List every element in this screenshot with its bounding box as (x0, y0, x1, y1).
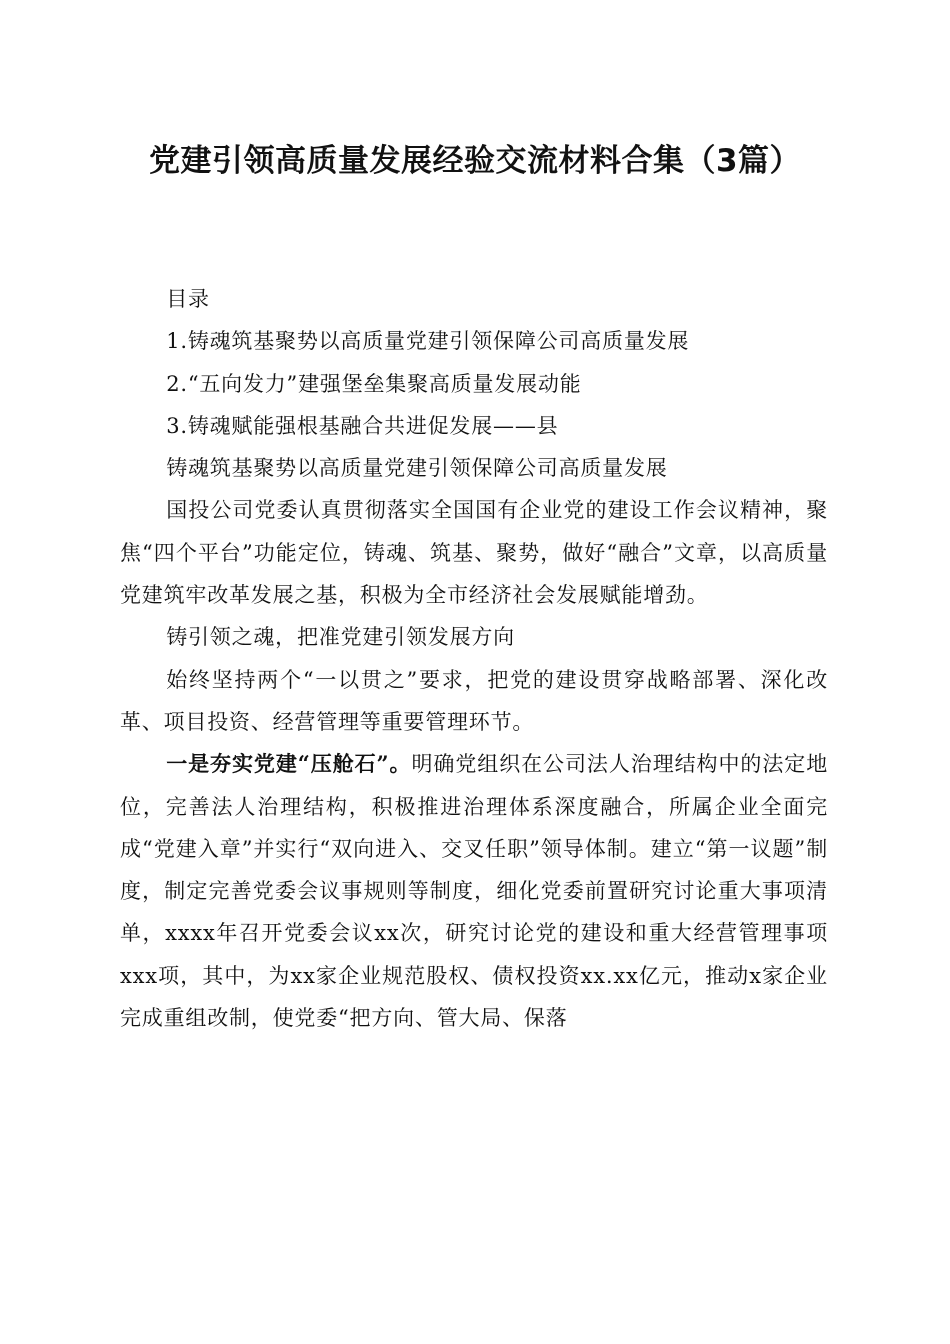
document-body (120, 278, 828, 1039)
toc-item-3: 3.铸魂赋能强根基融合共进促发展——县 (166, 413, 559, 438)
document-title: 党建引领高质量发展经验交流材料合集（3篇） (148, 143, 802, 179)
section-heading: 铸引领之魂，把准党建引领发展方向 (166, 625, 515, 650)
article-heading: 铸魂筑基聚势以高质量党建引领保障公司高质量发展 (166, 456, 668, 481)
point-1-lead: 一是夯实党建“压舱石”。 (166, 751, 412, 777)
article-intro: 国投公司党委认真贯彻落实全国国有企业党的建设工作会议精神，聚焦“四个平台”功能定位，铸魂、筑基、聚势，做好“融合”文章，以高质量党建筑牢改革发展之基，积极为全市经济社会发展赋能增劲。 (120, 498, 828, 608)
toc-item-1: 1.铸魂筑基聚势以高质量党建引领保障公司高质量发展 (166, 329, 690, 354)
toc-item-2: 2.“五向发力”建强堡垒集聚高质量发展动能 (166, 371, 582, 396)
point-1-paragraph (120, 743, 828, 1039)
point-1-text: 明确党组织在公司法人治理结构中的法定地位，完善法人治理结构，积极推进治理体系深度融合，所属企业全面完成“党建入章”并实行“双向进入、交叉任职”领导体制。建立“第一议题”制度，制定完善党委会议事规则等制度，细化党委前置研究讨论重大事项清单，xxxx年召开党委会议xx次，研究讨论党的建设和重大经营管理事项xxx项，其中，为xx家企业规范股权、债权投资xx.xx亿元，推动x家企业完成重组改制，使党委“把方向、管大局、保落 (120, 752, 828, 1031)
toc-heading: 目录 (166, 287, 210, 311)
section-intro: 始终坚持两个“一以贯之”要求，把党的建设贯穿战略部署、深化改革、项目投资、经营管理等重要管理环节。 (120, 667, 828, 734)
